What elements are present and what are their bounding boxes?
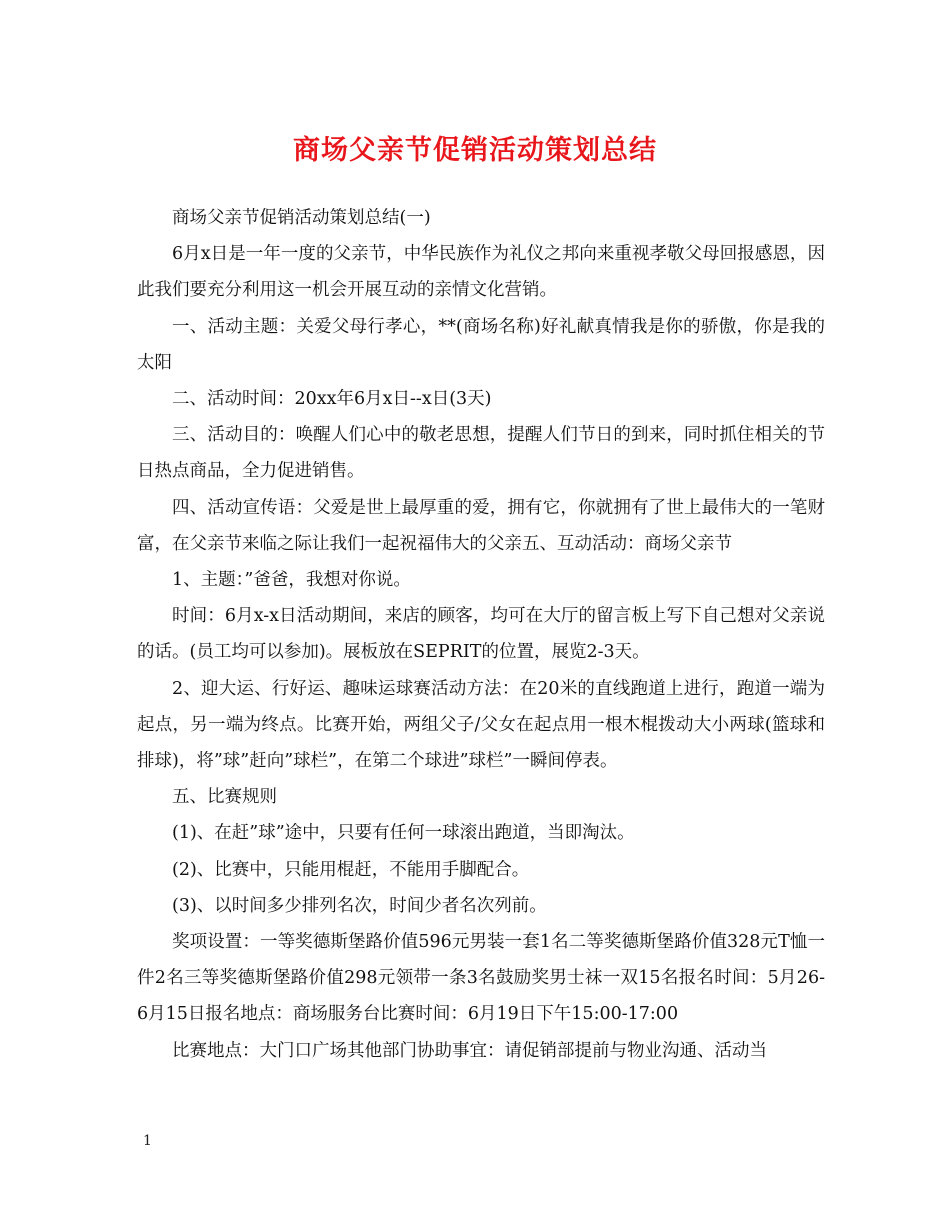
paragraph-slogan: 四、活动宣传语：父爱是世上最厚重的爱，拥有它，你就拥有了世上最伟大的一笔财富，在父亲节来临之际让我们一起祝福伟大的父亲五、互动活动：商场父亲节: [137, 497, 825, 554]
document-body: [137, 200, 825, 1069]
paragraph-heading: 商场父亲节促销活动策划总结(一): [172, 208, 431, 228]
paragraph-location: 比赛地点：大门口广场其他部门协助事宜：请促销部提前与物业沟通、活动当: [172, 1040, 767, 1061]
paragraph-prizes: 奖项设置：一等奖德斯堡路价值596元男装一套1名二等奖德斯堡路价值328元T恤一件2名三等奖德斯堡路价值298元领带一条3名鼓励奖男士袜一双15名报名时间：5月26-6月15日报名地点：商场服务台比赛时间：6月19日下午15:00-17:00: [137, 932, 825, 1025]
document-title: 商场父亲节促销活动策划总结: [293, 135, 657, 166]
paragraph-theme: 一、活动主题：关爱父母行孝心，**(商场名称)好礼献真情我是你的骄傲，你是我的太阳: [137, 316, 825, 373]
page-number: 1: [143, 1133, 152, 1149]
paragraph-rules-heading: 五、比赛规则: [172, 787, 277, 808]
paragraph-rule-2: (2)、比赛中，只能用棍赶，不能用手脚配合。: [172, 859, 530, 880]
paragraph-activity-1: 1、主题：”爸爸，我想对你说。: [172, 570, 411, 591]
paragraph-intro: 6月x日是一年一度的父亲节，中华民族作为礼仪之邦向来重视孝敬父母回报感恩，因此我们要充分利用这一机会开展互动的亲情文化营销。: [137, 244, 825, 301]
paragraph-time: 二、活动时间：20xx年6月x日--x日(3天): [172, 389, 492, 410]
paragraph-rule-1: (1)、在赶”球”途中，只要有任何一球滚出跑道，当即淘汰。: [172, 823, 635, 844]
paragraph-purpose: 三、活动目的：唤醒人们心中的敬老思想，提醒人们节日的到来，同时抓住相关的节日热点商品，全力促进销售。: [137, 425, 825, 482]
paragraph-activity-1-time: 时间：6月x-x日活动期间，来店的顾客，均可在大厅的留言板上写下自己想对父亲说的话。(员工均可以参加)。展板放在SEPRIT的位置，展览2-3天。: [137, 606, 825, 663]
paragraph-rule-3: (3)、以时间多少排列名次，时间少者名次列前。: [172, 895, 547, 916]
paragraph-activity-2: 2、迎大运、行好运、趣味运球赛活动方法：在20米的直线跑道上进行，跑道一端为起点，另一端为终点。比赛开始，两组父子/父女在起点用一根木棍拨动大小两球(篮球和排球)，将”球”赶向”球栏”，在第二个球进”球栏”一瞬间停表。: [137, 678, 825, 772]
